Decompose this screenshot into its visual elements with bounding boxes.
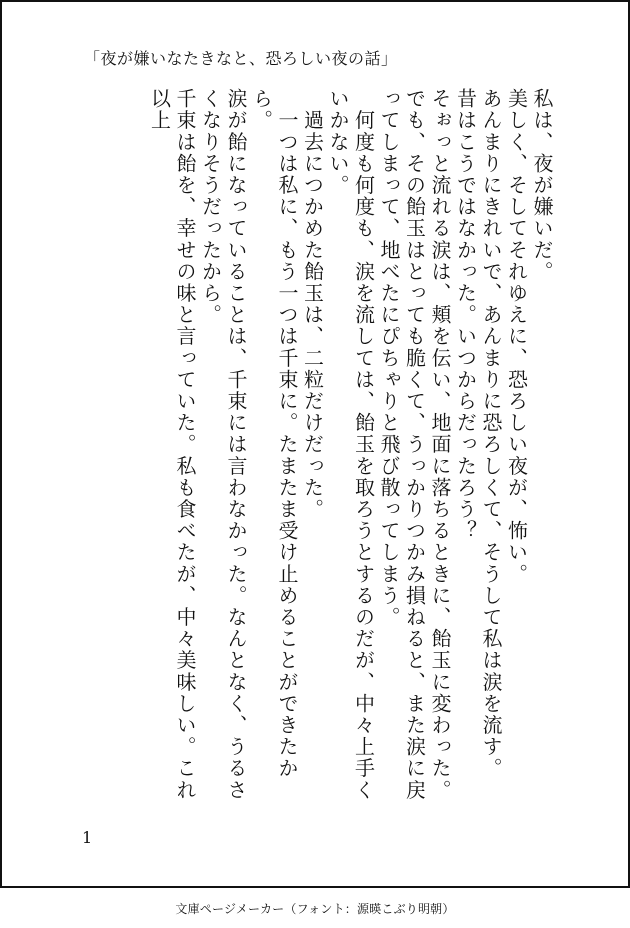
page-number: 1 bbox=[82, 828, 93, 847]
paragraph-7: 過去につかめた飴玉は、二粒だけだった。 bbox=[300, 88, 325, 520]
paragraph-2: 美しく、そしてそれゆえに、恐ろしい夜が、怖い。 bbox=[504, 88, 529, 585]
paragraph-3: あんまりにきれいで、あんまりに恐ろしくて、そうして私は涙を流す。 bbox=[479, 88, 503, 780]
paragraph-1: 私は、夜が嫌いだ。 bbox=[530, 88, 554, 283]
paragraph-9: 涙が飴になっていることは、千束には言わなかった。なんとなく、うるさくなりそうだったから。 bbox=[198, 88, 248, 801]
story-title: 「夜が嫌いなたきなと、恐ろしい夜の話」 bbox=[84, 49, 398, 68]
vertical-body-text bbox=[74, 88, 554, 806]
footer-credit: 文庫ページメーカー（フォント：源暎こぶり明朝） bbox=[175, 902, 455, 916]
paragraph-4: 昔はこうではなかった。いつからだったろう？ bbox=[453, 88, 478, 542]
paragraph-10: 千束は飴を、幸せの味と言っていた。私も食べたが、中々美味しい。これ以上 bbox=[147, 88, 197, 801]
paragraph-6: 何度も何度も、涙を流しては、飴玉を取ろうとするのだが、中々上手くいかない。 bbox=[326, 88, 376, 801]
paragraph-5: そぉっと流れる涙は、頬を伝い、地面に落ちるときに、飴玉に変わった。でも、その飴玉はとっても脆くて、うっかりつかみ損ねると、また涙に戻ってしまって、地べたにぴちゃりと飛び散ってしまう。 bbox=[377, 88, 452, 801]
paragraph-8: 一つは私に、もう一つは千束に。たまたま受け止めることができたから。 bbox=[249, 88, 299, 780]
